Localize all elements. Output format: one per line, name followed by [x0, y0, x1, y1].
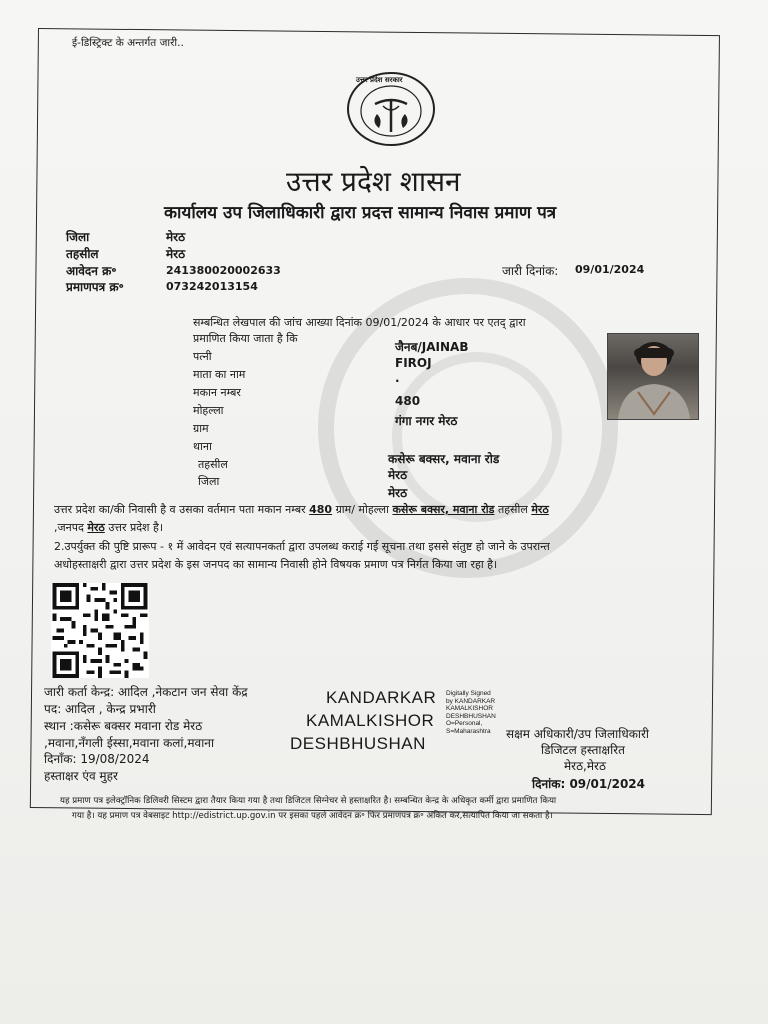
signer-name-line-3: DESHBHUSHAN: [290, 734, 426, 753]
applicant-portrait: [608, 334, 698, 419]
residence-paragraph: [54, 502, 549, 517]
issuer-date: दिनाँक: 19/08/2024: [44, 752, 150, 766]
qr-code: [51, 583, 149, 678]
residence-paragraph-line2: [54, 520, 163, 535]
digital-sign-line: O=Personal,: [446, 720, 483, 727]
emblem-text: उत्तर प्रदेश सरकार: [356, 76, 403, 84]
certificate-title: उत्तर प्रदेश शासन: [286, 165, 461, 198]
signer-name-line-1: KANDARKAR: [326, 688, 437, 707]
thana-label: थाना: [193, 440, 212, 453]
meta-district-value: मेरठ: [166, 230, 186, 244]
application-number: 241380020002633: [166, 264, 281, 277]
mother-value: .: [395, 371, 400, 385]
authority-date: दिनांक: 09/01/2024: [532, 777, 646, 791]
mohalla-label: मोहल्ला: [193, 404, 224, 417]
residence-text-c: तहसील: [494, 503, 532, 516]
district-value: मेरठ: [388, 486, 408, 500]
authority-place: मेरठ,मेरठ: [564, 759, 606, 773]
issuing-center: जारी कर्ता केन्द्र: आदिल ,नेकटान जन सेवा केंद्र: [44, 685, 248, 699]
digital-signature-details: [446, 690, 496, 735]
verification-line-2: अधोहस्ताक्षरी द्वारा उत्तर प्रदेश के इस जनपद का सामान्य निवासी होने विषयक प्रमाण पत्र निर्गत किया जा रहा है।: [54, 558, 498, 571]
mohalla-value: गंगा नगर मेरठ: [395, 414, 458, 428]
holder-name: जैनब/JAINAB: [395, 340, 469, 354]
header-note: ई-डिस्ट्रिक्ट के अन्तर्गत जारी..: [72, 37, 184, 49]
residence-tehsil: मेरठ: [531, 503, 549, 516]
digital-sign-line: KAMALKISHOR: [446, 705, 493, 712]
digital-sign-line: Digitally Signed: [446, 690, 491, 697]
application-number-label: आवेदन क्र॰: [66, 264, 117, 278]
residence-house-number: 480: [309, 503, 333, 516]
meta-tehsil-value: मेरठ: [166, 247, 186, 261]
intro-line-2: प्रमाणित किया जाता है कि: [193, 332, 298, 345]
issuer-place-line-2: ,मवाना,नँगली ईस्सा,मवाना कलां,मवाना: [44, 736, 215, 750]
qr-code-pattern: [51, 583, 149, 678]
tehsil-label: तहसील: [198, 458, 228, 471]
house-label: मकान नम्बर: [193, 386, 241, 399]
residence-text-a: उत्तर प्रदेश का/की निवासी है व उसका वर्तमान पता मकान नम्बर: [54, 503, 310, 516]
footer-line-1: यह प्रमाण पत्र इलेक्ट्रॉनिक डिलिवरी सिस्टम द्वारा तैयार किया गया है तथा डिजिटल सिग्नेचर से हस्ताक्षरित है। सम्बन्धित केन्द्र के अधिकृत कर्मी द्वारा प्रमाणित किया: [60, 796, 557, 806]
thana-value: कसेरू बक्सर, मवाना रोड: [388, 452, 500, 466]
residence-district: मेरठ: [87, 521, 105, 534]
digital-sign-line: S=Maharashtra: [446, 727, 491, 735]
house-value: 480: [395, 394, 421, 408]
wife-label: पत्नी: [193, 350, 212, 363]
tehsil-value: मेरठ: [388, 468, 408, 482]
footer-line-2: गया है। यह प्रमाण पत्र वेबसाइट http://edistrict.up.gov.in पर इसका पहले आवेदन क्र॰ फिर प्रमाणपत्र क्र॰ अंकित कर,सत्यापित किया जा सकता है।: [72, 811, 553, 821]
sign-and-stamp-label: हस्ताक्षर एंव मुहर: [44, 769, 118, 783]
issuer-designation: पद: आदिल , केन्द्र प्रभारी: [44, 702, 156, 716]
meta-district-label: जिला: [66, 230, 90, 244]
emblem-watermark-inner: [392, 352, 562, 522]
residence-text-e: उत्तर प्रदेश है।: [104, 521, 164, 534]
issue-date-label: जारी दिनांक:: [502, 264, 559, 278]
authority-sign-type: डिजिटल हस्ताक्षरित: [541, 743, 625, 757]
meta-tehsil-label: तहसील: [66, 247, 99, 261]
signer-name-line-2: KAMALKISHOR: [306, 711, 435, 730]
issue-date: 09/01/2024: [575, 263, 645, 276]
mother-label: माता का नाम: [193, 368, 246, 381]
digital-sign-line: by KANDARKAR: [446, 697, 496, 705]
certificate-number-label: प्रमाणपत्र क्र॰: [66, 280, 124, 294]
residence-text-b: ग्राम/ मोहल्ला: [332, 503, 393, 516]
residence-mohalla: कसेरू बक्सर, मवाना रोड: [392, 503, 495, 516]
district-label: जिला: [198, 475, 220, 488]
residence-text-d: ,जनपद: [54, 521, 88, 534]
village-label: ग्राम: [193, 422, 209, 435]
issuer-place-line-1: स्थान :कसेरू बक्सर मवाना रोड मेरठ: [44, 719, 203, 733]
certificate-subtitle: कार्यालय उप जिलाधिकारी द्वारा प्रदत्त सामान्य निवास प्रमाण पत्र: [164, 203, 557, 223]
intro-line-1: सम्बन्धित लेखपाल की जांच आख्या दिनांक 09/01/2024 के आधार पर एतद् द्वारा: [193, 316, 526, 329]
verification-line-1: 2.उपर्युक्त की पुष्टि प्रारूप - १ में आवेदन एवं सत्यापनकर्ता द्वारा उपलब्ध कराई गई सूचना तथा इससे संतुष्ट हो जाने के उपरान्त: [54, 540, 550, 553]
digital-sign-line: DESHBHUSHAN: [446, 712, 496, 720]
certificate-number: 073242013154: [166, 280, 258, 293]
applicant-photo: [607, 333, 699, 420]
authority-title: सक्षम अधिकारी/उप जिलाधिकारी: [506, 727, 650, 741]
wife-value: FIROJ: [395, 356, 432, 370]
